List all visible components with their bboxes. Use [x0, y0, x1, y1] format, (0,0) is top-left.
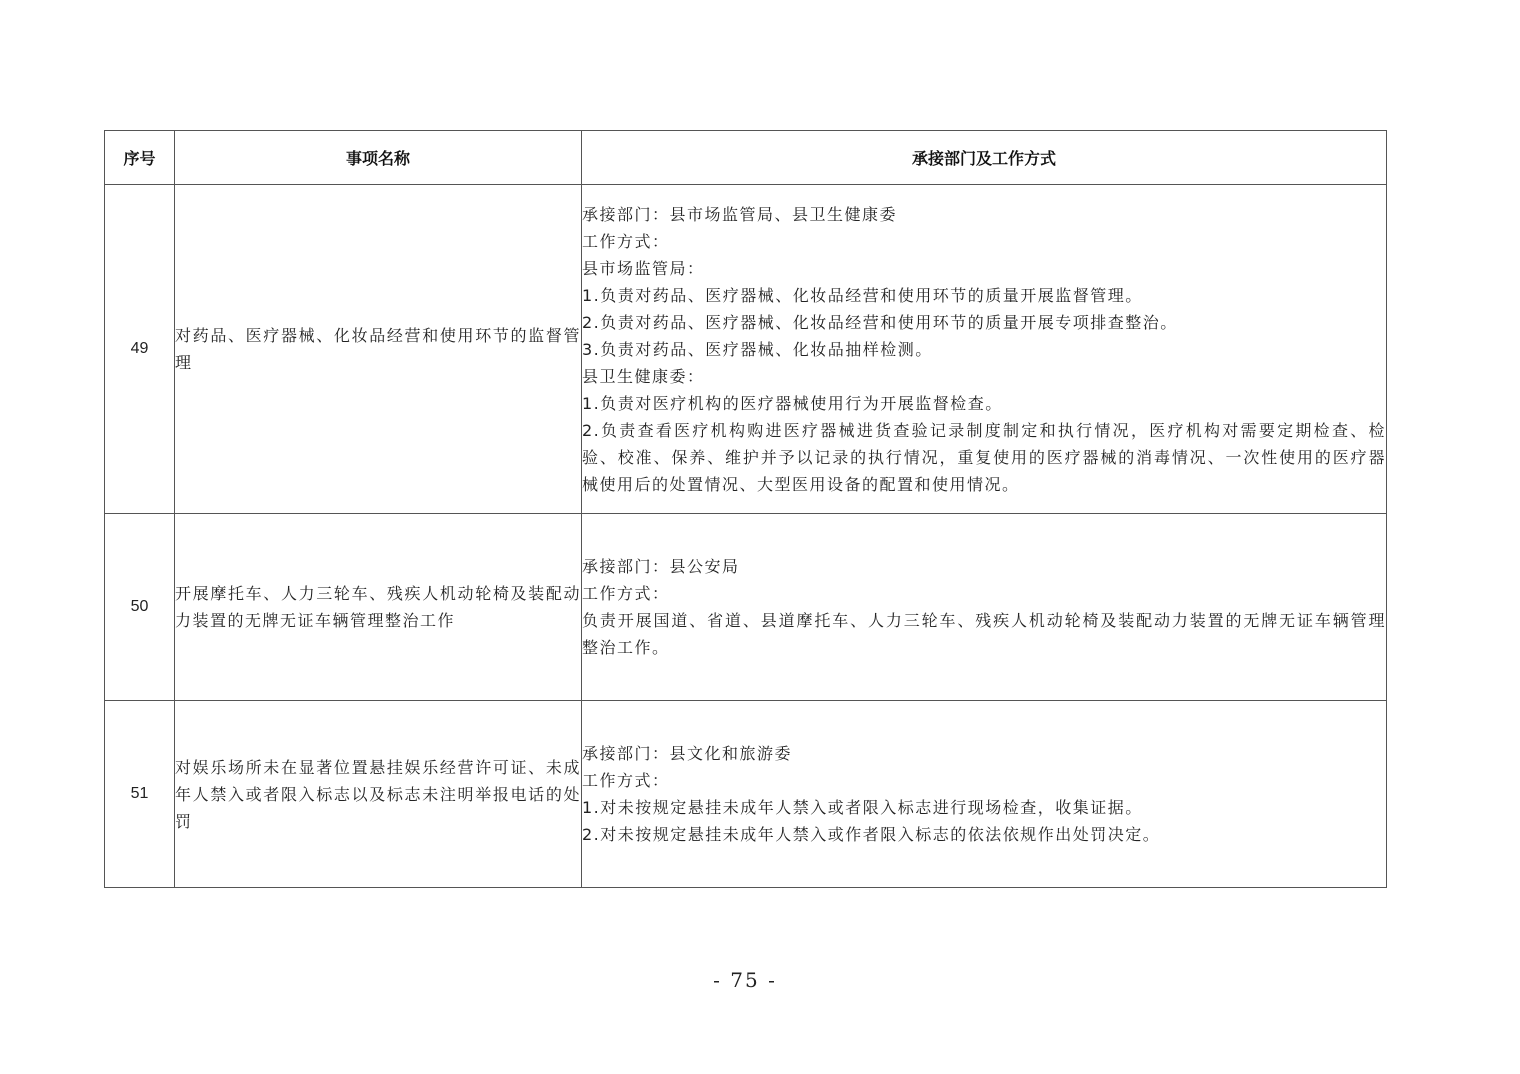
page-number: - 75 -	[713, 968, 777, 992]
dept-line: 2.负责对药品、医疗器械、化妆品经营和使用环节的质量开展专项排查整治。	[582, 312, 1178, 332]
header-seq: 序号	[105, 131, 175, 185]
row-seq: 49	[105, 185, 175, 514]
dept-line: 工作方式：	[582, 584, 670, 603]
row-name: 对药品、医疗器械、化妆品经营和使用环节的监督管理	[175, 185, 582, 514]
dept-line: 县卫生健康委：	[582, 366, 705, 386]
table-row	[105, 701, 1387, 888]
dept-line: 县市场监管局：	[582, 258, 705, 278]
header-name: 事项名称	[175, 131, 582, 185]
dept-line: 2.负责查看医疗机构购进医疗器械进货查验记录制度制定和执行情况，医疗机构对需要定期检查、检验、校准、保养、维护并予以记录的执行情况，重复使用的医疗器械的消毒情况、一次性使用的医疗器械使用后的处置情况、大型医用设备的配置和使用情况。	[582, 420, 1386, 494]
dept-line: 工作方式：	[582, 771, 670, 790]
dept-line: 负责开展国道、省道、县道摩托车、人力三轮车、残疾人机动轮椅及装配动力装置的无牌无证车辆管理整治工作。	[582, 611, 1386, 657]
row-seq: 50	[105, 514, 175, 701]
dept-line: 2.对未按规定悬挂未成年人禁入或作者限入标志的依法依规作出处罚决定。	[582, 825, 1161, 844]
table-header-row	[105, 131, 1387, 185]
dept-line: 承接部门：县公安局	[582, 557, 740, 576]
dept-line: 1.负责对医疗机构的医疗器械使用行为开展监督检查。	[582, 393, 1003, 413]
table-row	[105, 185, 1387, 514]
row-dept	[582, 514, 1387, 701]
row-seq: 51	[105, 701, 175, 888]
row-dept	[582, 185, 1387, 514]
row-name: 对娱乐场所未在显著位置悬挂娱乐经营许可证、未成年人禁入或者限入标志以及标志未注明举报电话的处罚	[175, 701, 582, 888]
dept-line: 承接部门：县文化和旅游委	[582, 744, 793, 763]
dept-line: 3.负责对药品、医疗器械、化妆品抽样检测。	[582, 339, 933, 359]
dept-line: 1.负责对药品、医疗器械、化妆品经营和使用环节的质量开展监督管理。	[582, 285, 1143, 305]
dept-line: 承接部门：县市场监管局、县卫生健康委	[582, 204, 898, 224]
header-dept: 承接部门及工作方式	[582, 131, 1387, 185]
dept-line: 1.对未按规定悬挂未成年人禁入或者限入标志进行现场检查，收集证据。	[582, 798, 1143, 817]
dept-line: 工作方式：	[582, 231, 670, 251]
matters-table	[104, 130, 1387, 888]
table-row	[105, 514, 1387, 701]
row-name: 开展摩托车、人力三轮车、残疾人机动轮椅及装配动力装置的无牌无证车辆管理整治工作	[175, 514, 582, 701]
row-dept	[582, 701, 1387, 888]
